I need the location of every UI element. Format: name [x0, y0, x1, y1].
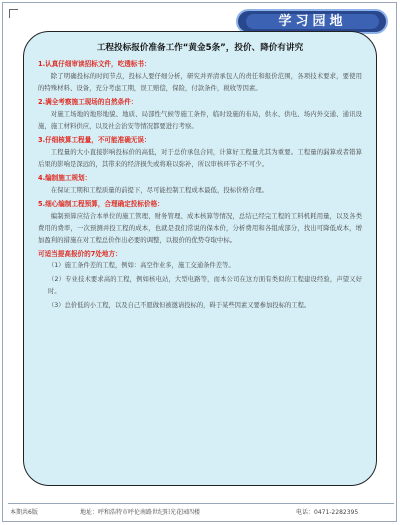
section-paragraph: 编制预算应结合本单位的施工管理、财务管理、成本核算等情况，总结已经完工程的工料机耗用量，以及各类费用的费率，一次预测并投工程的成本，也就是我们常说的保本价，分析费用和各组成部分，找出可降低成本，增加盈利的措施在对工程总价作出必要的调整，以报价的优势夺取中标。	[38, 212, 362, 244]
section-1	[38, 59, 362, 94]
list-item: （3）总价低的小工程，以及自己不愿做但被邀请投标的，碍于某些因素又要参加投标的工程。	[48, 302, 311, 309]
issue-label: 本期共6版	[10, 509, 38, 516]
section-heading: 4.编制施工规划：	[38, 174, 92, 182]
article-title: 工程投标报价准备工作“黄金5条”，投价、降价有讲究	[96, 43, 304, 53]
section-heading: 3.仔细核算工程量，不可能准确无误：	[38, 136, 151, 144]
banner-title: 学习园地	[246, 14, 379, 29]
section-heading: 可适当提高报价的7处地方：	[38, 250, 122, 258]
page-footer	[8, 503, 394, 521]
section-2	[38, 97, 362, 132]
corner-crop-mark	[9, 9, 18, 18]
section-paragraph: 除了明确投标的时间节点，投标人要仔细分析，研究并弄清承包人的责任和报价范围，各项技术要求，要使用的特殊材料、设备，充分考虑工期，误工赔偿，保险，付款条件，税收等因素。	[38, 72, 362, 92]
section-heading: 1.认真仔细审读招标文件，吃透标书：	[38, 60, 151, 68]
high-bid-section	[38, 249, 362, 312]
section-5	[38, 199, 362, 246]
section-paragraph: 对施工场地的地形地貌、地质、局部性气候等施工条件，临时设施的布局，供水、供电、场内外交通、通讯设施，施工材料供应，以及社会治安等情况都要进行考察。	[38, 110, 362, 130]
section-heading: 2.满全考察施工现场的自然条件：	[38, 98, 138, 106]
phone-label: 电话：0471-2282395	[296, 509, 359, 516]
article-panel	[23, 31, 377, 486]
section-heading: 5.细心编制工程预算，合理确定投标价格：	[38, 200, 164, 208]
section-3	[38, 135, 362, 170]
list-item: （1）施工条件差的工程，例如：高空作业多，施工交通条件差等。	[48, 262, 235, 269]
section-paragraph: 工程量的大小直接影响投标价的高低，对于总价承包合同，计算好工程量尤其为重要。工程量的漏算或者错算后果的影响是深远的，其带来的经济损失或将难以弥补，所以审核环节必不可少。	[38, 148, 362, 168]
address-label: 地址：呼和浩特市呼伦南路世纪阳光花园四楼	[80, 509, 201, 516]
section-4	[38, 173, 362, 196]
list-item: （2）专业技术要求高的工程，例如核电站，大型电路等，而本公司在这方面有类似的工程建设经验，声望又好时。	[48, 276, 362, 295]
section-paragraph: 在保证工期和工程质量的前提下，尽可能控制工程成本最低，投标价格合理。	[50, 186, 269, 194]
